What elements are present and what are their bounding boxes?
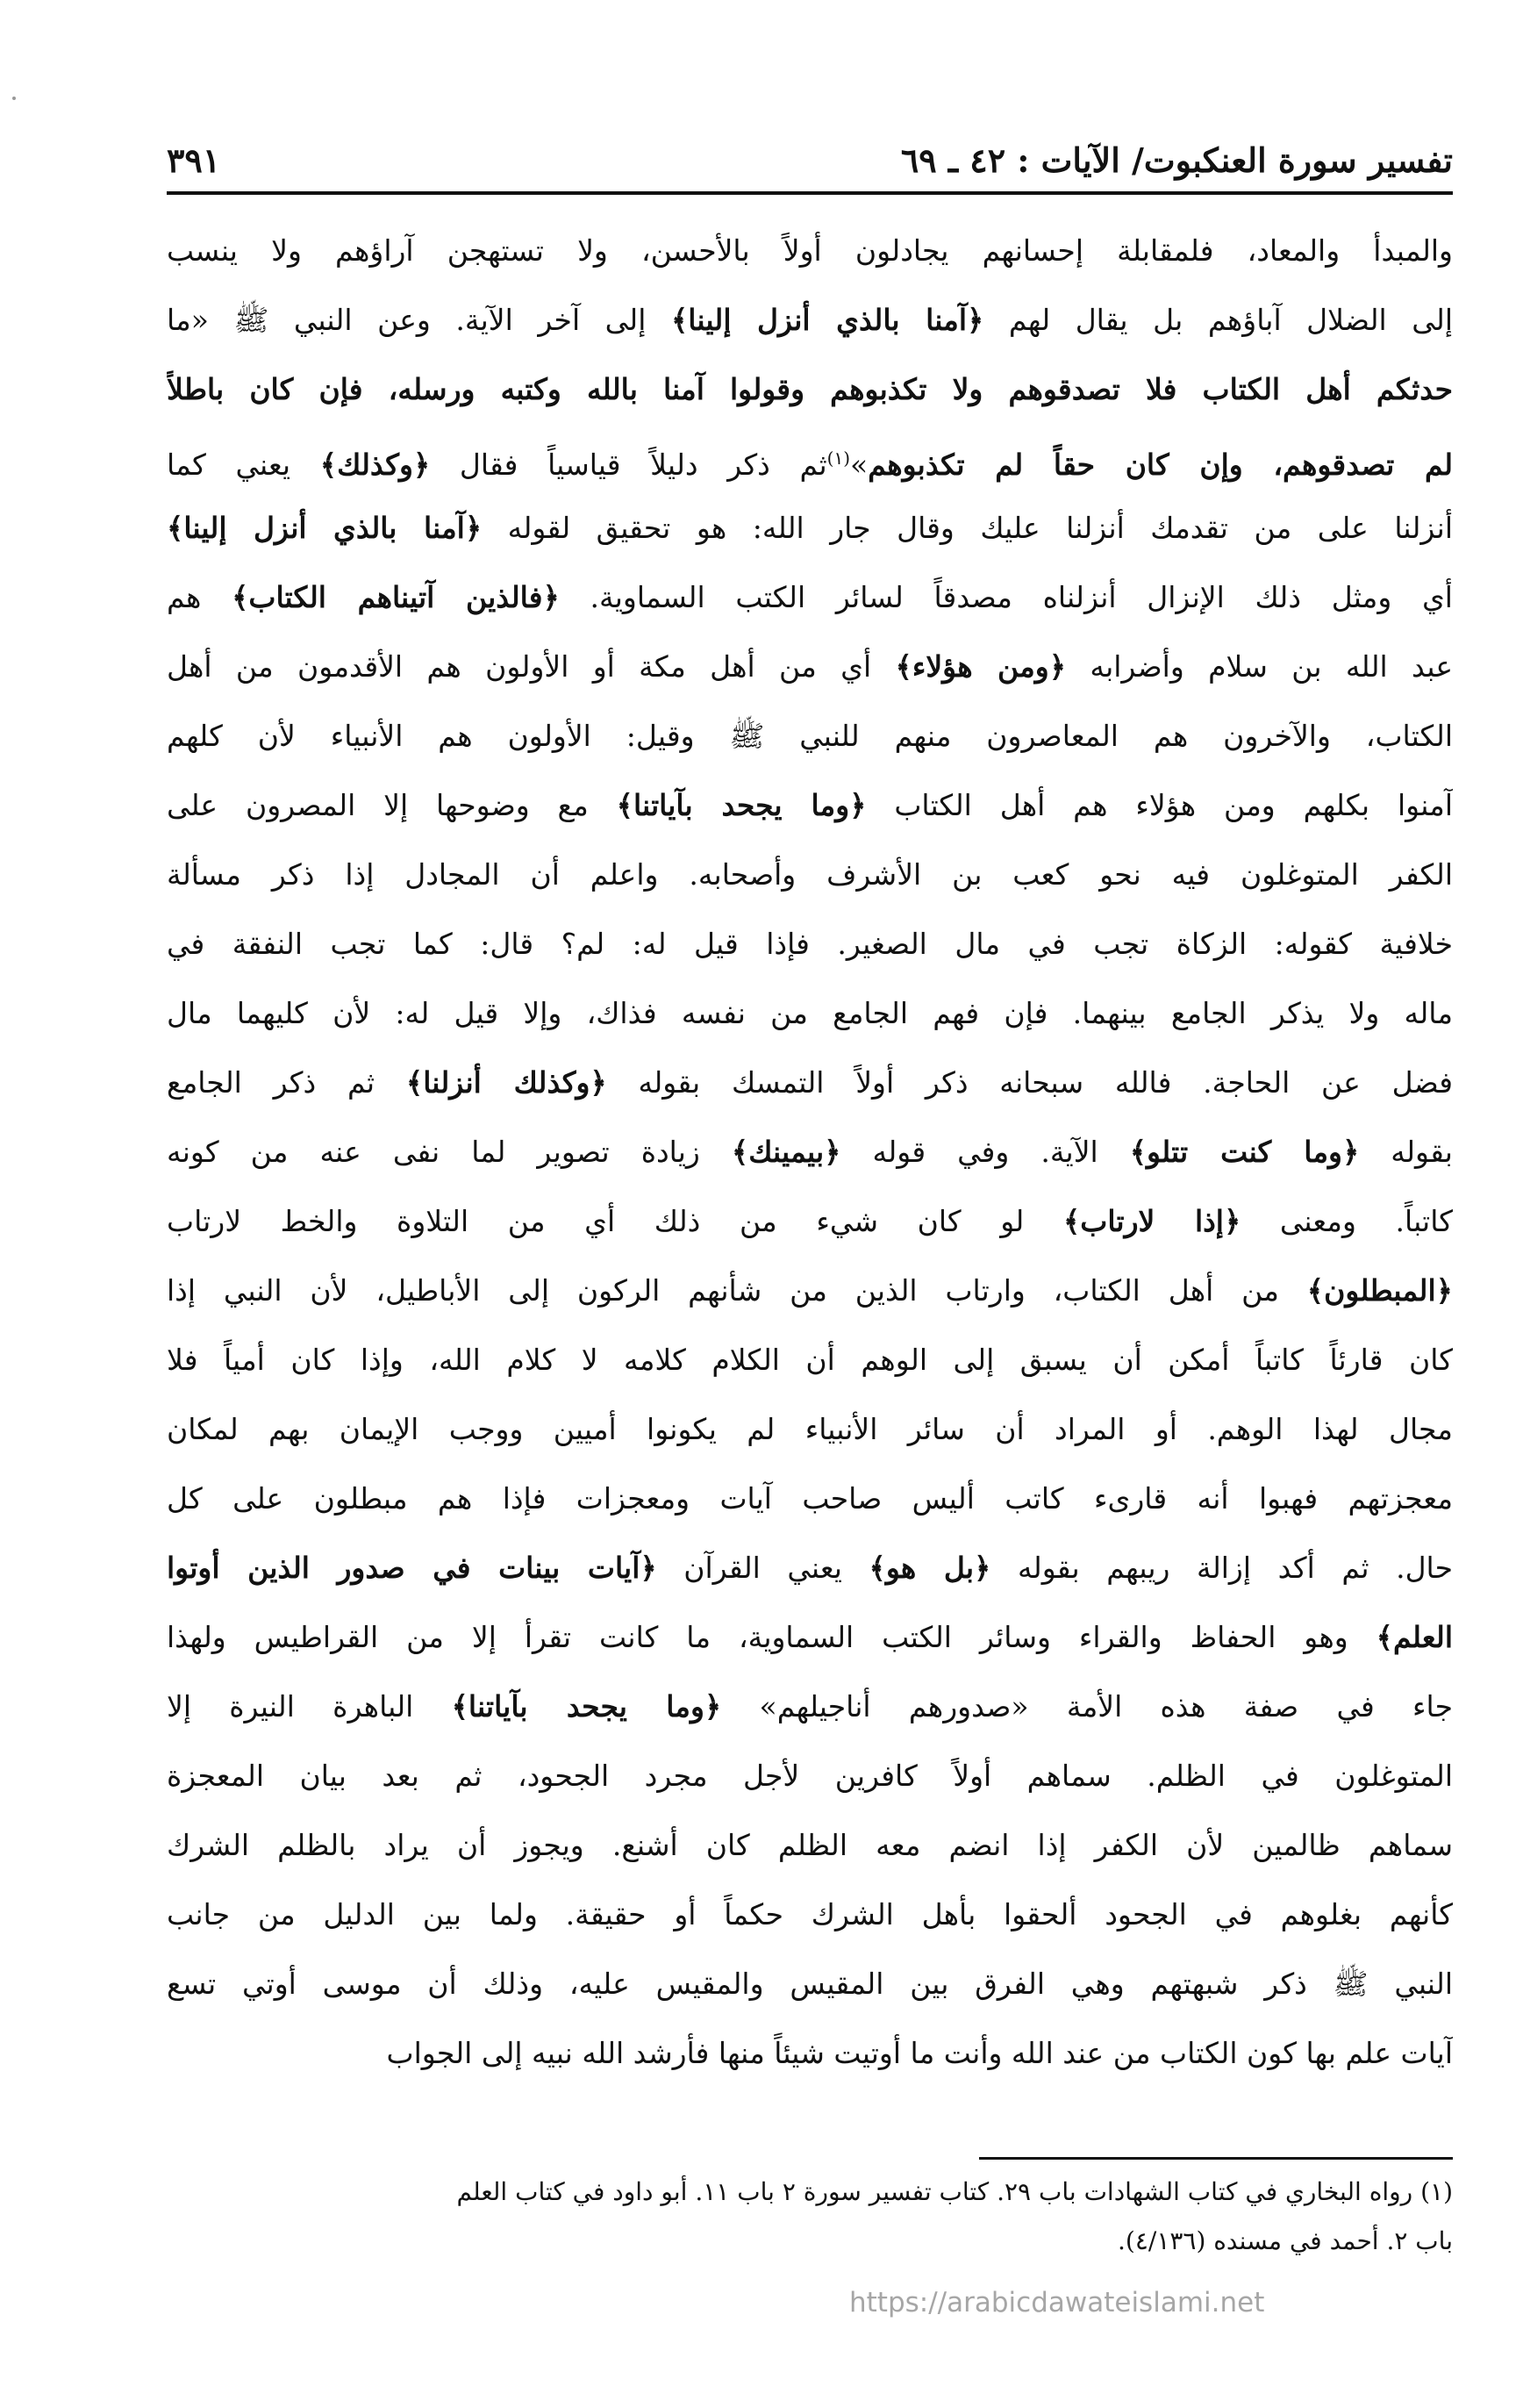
text-run: أنزلنا على من تقدمك أنزلنا عليك وقال جار الله: هو تحقيق لقوله (482, 511, 1453, 545)
text-line (167, 1810, 1453, 1880)
running-header (167, 132, 1453, 188)
quran-quote: ﴿وما يجحد بآياتنا﴾ (616, 788, 867, 822)
text-run: أي من أهل مكة أو الأولون هم الأقدمون من أهل (167, 649, 896, 684)
text-run: إلى آخر الآية. وعن النبي ﷺ «ما (167, 303, 671, 337)
text-run: كاتباً. ومعنى (1241, 1204, 1453, 1238)
text-line (167, 770, 1453, 840)
text-run: ثم ذكر دليلاً قياسياً فقال (430, 448, 827, 482)
watermark-url: https://arabicdawateislami.net (849, 2287, 1265, 2318)
text-line (167, 840, 1453, 909)
quran-quote: العلم﴾ (1376, 1620, 1453, 1654)
text-run: معجزتهم فهبوا أنه قارىء كاتب أليس صاحب آيات ومعجزات فإذا هم مبطلون على كل (167, 1481, 1453, 1516)
text-run: الكتاب، والآخرون هم المعاصرون منهم للنبي ﷺ وقيل: الأولون هم الأنبياء لأن كلهم (167, 719, 1453, 753)
footnote-line: (١) رواه البخاري في كتاب الشهادات باب ٢٩. كتاب تفسير سورة ٢ باب ١١. أبو داود في كتاب العلم (456, 2177, 1453, 2206)
text-run: الكفر المتوغلون فيه نحو كعب بن الأشرف وأصحابه. واعلم أن المجادل إذا ذكر مسألة (167, 857, 1453, 892)
text-run: » (850, 448, 869, 482)
text-run: هم (167, 580, 232, 614)
quran-quote: ﴿المبطلون﴾ (1306, 1273, 1453, 1308)
text-run: كأنهم بغلوهم في الجحود ألحقوا بأهل الشرك حكماً أو حقيقة. ولما بين الدليل من جانب (167, 1897, 1453, 1931)
text-run: الآية. وفي قوله (840, 1135, 1130, 1169)
footnote-rule (979, 2157, 1453, 2160)
text-run: يعني القرآن (656, 1551, 869, 1585)
header-rule (167, 191, 1453, 195)
quran-quote: ﴿فالذين آتيناهم الكتاب﴾ (232, 580, 560, 614)
text-run: آيات علم بها كون الكتاب من عند الله وأنت ما أوتيت شيئاً منها فأرشد الله نبيه إلى الجواب (386, 2036, 1453, 2070)
text-run: فضل عن الحاجة. فالله سبحانه ذكر أولاً التمسك بقوله (606, 1065, 1453, 1100)
text-line (167, 563, 1453, 632)
text-run: مع وضوحها إلا المصرون على (167, 788, 617, 822)
quran-quote: ﴿وما كنت تتلو﴾ (1129, 1135, 1360, 1169)
text-run: والمبدأ والمعاد، فلمقابلة إحسانهم يجادلون أولاً بالأحسن، ولا تستهجن آراؤهم ولا ينسب (167, 233, 1453, 268)
text-run: سماهم ظالمين لأن الكفر إذا انضم معه الظلم كان أشنع. ويجوز أن يراد بالظلم الشرك (167, 1828, 1453, 1862)
text-run: لو كان شيء من ذلك أي من التلاوة والخط لارتاب (167, 1204, 1063, 1238)
text-run: آمنوا بكلهم ومن هؤلاء هم أهل الكتاب (866, 788, 1453, 822)
text-run: جاء في صفة هذه الأمة «صدورهم أناجيلهم» (721, 1689, 1453, 1724)
text-run: ثم ذكر الجامع (167, 1065, 406, 1100)
text-line (167, 1741, 1453, 1810)
quran-quote: ﴿آمنا بالذي أنزل إلينا﴾ (167, 511, 483, 545)
text-run: حال. ثم أكد إزالة ريبهم بقوله (990, 1551, 1453, 1585)
text-line (167, 1186, 1453, 1256)
text-run: أي ومثل ذلك الإنزال أنزلناه مصدقاً لسائر الكتب السماوية. (559, 580, 1453, 614)
text-run: ماله ولا يذكر الجامع بينهما. فإن فهم الجامع من نفسه فذاك، وإلا قيل له: لأن كليهما مال (167, 996, 1453, 1030)
text-run: مجال لهذا الوهم. أو المراد أن سائر الأنبياء لم يكونوا أميين ووجب الإيمان بهم لمكان (167, 1412, 1453, 1446)
text-line (167, 978, 1453, 1048)
quran-quote: ﴿وكذلك أنزلنا﴾ (405, 1065, 607, 1100)
text-run: بقوله (1359, 1135, 1453, 1169)
text-line (167, 1394, 1453, 1464)
footnote-line: باب ٢. أحمد في مسنده (٤/١٣٦). (1118, 2226, 1453, 2255)
text-line (167, 1672, 1453, 1741)
quran-quote: ﴿آيات بينات في صدور الذين أوتوا (167, 1551, 657, 1585)
header-title: تفسير سورة العنكبوت/ الآيات : ٤٢ ـ ٦٩ (900, 140, 1453, 180)
text-run: النبي ﷺ ذكر شبهتهم وهي الفرق بين المقيس والمقيس عليه، وذلك أن موسى أوتي تسع (167, 1967, 1453, 2001)
text-line (167, 355, 1453, 424)
text-run: عبد الله بن سلام وأضرابه (1066, 649, 1453, 684)
quran-quote: ﴿إذا لارتاب﴾ (1062, 1204, 1241, 1238)
text-run: من أهل الكتاب، وارتاب الذين من شأنهم الركون إلى الأباطيل، لأن النبي إذا (167, 1273, 1307, 1308)
text-line (167, 1602, 1453, 1672)
text-run: إلى الضلال آباؤهم بل يقال لهم (983, 303, 1453, 337)
text-line (167, 285, 1453, 355)
text-run: المتوغلون في الظلم. سماهم أولاً كافرين لأجل مجرد الجحود، ثم بعد بيان المعجزة (167, 1759, 1453, 1793)
quran-quote: ﴿ومن هؤلاء﴾ (895, 649, 1067, 684)
text-line (167, 1880, 1453, 1949)
quran-quote: لم تصدقوهم، وإن كان حقاً لم تكذبوهم (868, 448, 1453, 482)
text-line (167, 1117, 1453, 1186)
text-line (167, 493, 1453, 563)
text-line (167, 909, 1453, 978)
text-line (167, 632, 1453, 701)
text-run: خلافية كقوله: الزكاة تجب في مال الصغير. فإذا قيل له: لم؟ قال: كما تجب النفقة في (167, 927, 1453, 961)
text-run: وهو الحفاظ والقراء وسائر الكتب السماوية، ما كانت تقرأ إلا من القراطيس ولهذا (167, 1620, 1376, 1654)
scan-speck (12, 97, 16, 100)
footnotes (167, 2168, 1453, 2266)
quran-quote: ﴿وكذلك﴾ (319, 448, 431, 482)
footnote-ref[interactable]: (١) (826, 448, 851, 469)
text-line (167, 1325, 1453, 1394)
quran-quote: ﴿آمنا بالذي أنزل إلينا﴾ (670, 303, 984, 337)
text-line (167, 216, 1453, 285)
text-run: كان قارئاً كاتباً أمكن أن يسبق إلى الوهم أن الكلام كلامه لا كلام الله، وإذا كان أمياً فلا (167, 1343, 1453, 1377)
text-line (167, 701, 1453, 770)
page-number: ٣٩١ (167, 140, 221, 180)
text-line (167, 2018, 1453, 2088)
text-run: الباهرة النيرة إلا (167, 1689, 452, 1724)
quran-quote: ﴿بيمينك﴾ (731, 1135, 841, 1169)
body-text (167, 216, 1453, 2088)
text-line (167, 1949, 1453, 2018)
text-line (167, 1256, 1453, 1325)
text-run: زيادة تصوير لما نفى عنه من كونه (167, 1135, 732, 1169)
quran-quote: حدثكم أهل الكتاب فلا تصدقوهم ولا تكذبوهم وقولوا آمنا بالله وكتبه ورسله، فإن كان باطلاً (167, 372, 1453, 406)
text-line (167, 1048, 1453, 1117)
quran-quote: ﴿بل هو﴾ (869, 1551, 991, 1585)
quran-quote: ﴿وما يجحد بآياتنا﴾ (451, 1689, 722, 1724)
text-run: يعني كما (167, 448, 320, 482)
text-line (167, 424, 1453, 493)
text-line (167, 1533, 1453, 1602)
text-line (167, 1464, 1453, 1533)
